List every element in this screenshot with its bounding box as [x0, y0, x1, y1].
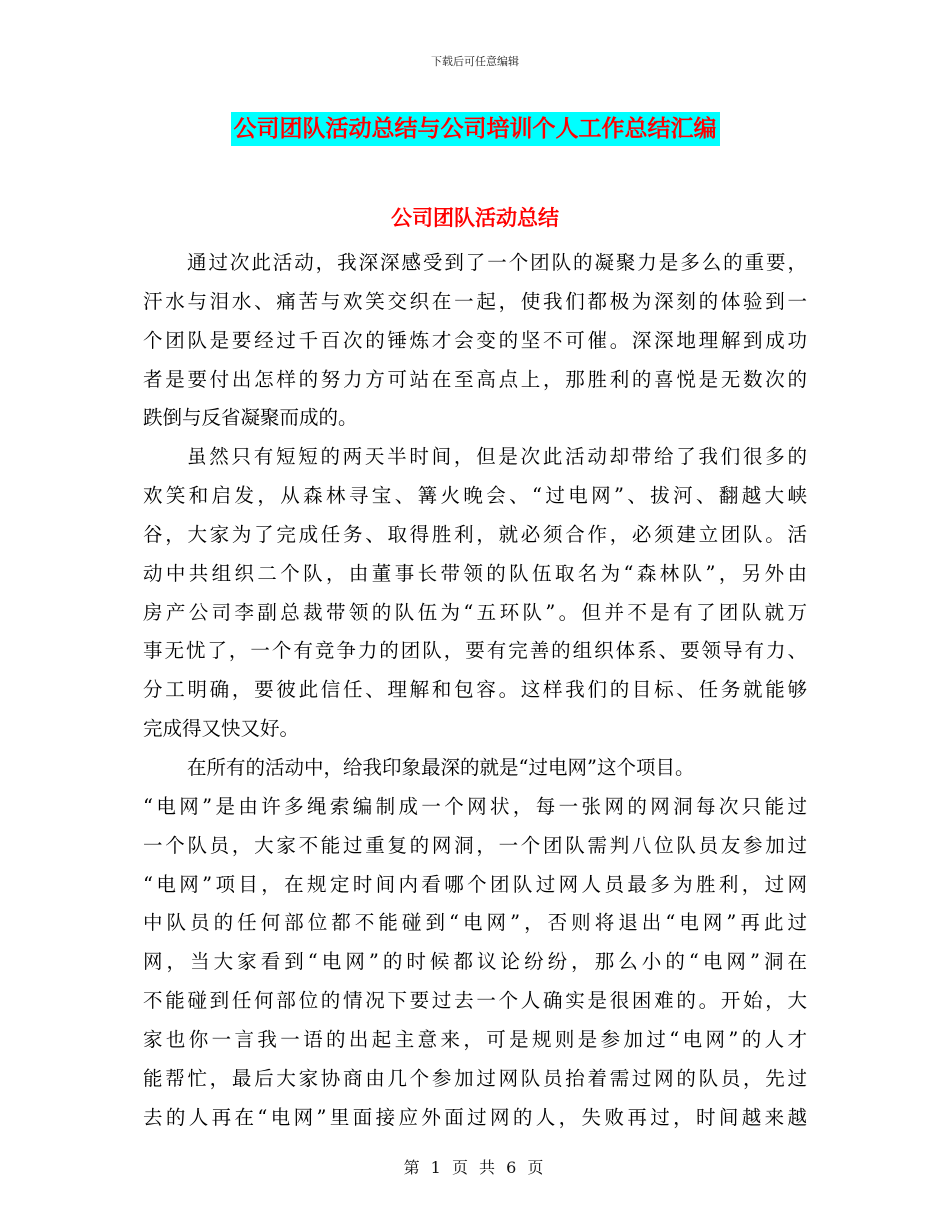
paragraph-line: 在所有的活动中，给我印象最深的就是“过电网”这个项目。 — [187, 755, 695, 779]
paragraph-line: 网，当大家看到“电网”的时候都议论纷纷，那么小的“电网”洞在 — [143, 950, 807, 974]
paragraph-line: 汗水与泪水、痛苦与欢笑交织在一起，使我们都极为深刻的体验到一 — [143, 289, 807, 313]
paragraph-line: 谷，大家为了完成任务、取得胜利，就必须合作，必须建立团队。活 — [143, 522, 807, 546]
paragraph-line: 虽然只有短短的两天半时间，但是次此活动却带给了我们很多的 — [187, 445, 807, 469]
document-title: 公司团队活动总结与公司培训个人工作总结汇编 — [231, 112, 720, 146]
paragraph-line: 个团队是要经过千百次的锤炼才会变的坚不可催。深深地理解到成功 — [143, 328, 807, 352]
paragraph-line: “电网”项目，在规定时间内看哪个团队过网人员最多为胜利，过网 — [143, 872, 807, 896]
document-body — [143, 244, 807, 1137]
paragraph-line: 房产公司李副总裁带领的队伍为“五环队”。但并不是有了团队就万 — [143, 600, 807, 624]
section-title: 公司团队活动总结 — [391, 206, 559, 230]
page-number-footer: 第 1 页 共 6 页 — [403, 1158, 547, 1177]
paragraph-line: 分工明确，要彼此信任、理解和包容。这样我们的目标、任务就能够 — [143, 678, 807, 702]
paragraph-line: 能帮忙，最后大家协商由几个参加过网队员抬着需过网的队员，先过 — [143, 1066, 807, 1090]
paragraph-line: 动中共组织二个队，由董事长带领的队伍取名为“森林队”，另外由 — [143, 561, 807, 585]
page-header-note: 下载后可任意编辑 — [431, 55, 519, 68]
paragraph-line: 者是要付出怎样的努力方可站在至高点上，那胜利的喜悦是无数次的 — [143, 367, 807, 391]
document-title-wrap — [0, 112, 950, 146]
paragraph-line: “电网”是由许多绳索编制成一个网状，每一张网的网洞每次只能过 — [143, 794, 807, 818]
paragraph-line: 跌倒与反省凝聚而成的。 — [143, 406, 358, 430]
paragraph-line: 通过次此活动，我深深感受到了一个团队的凝聚力是多么的重要， — [187, 251, 807, 274]
paragraph-line: 一个队员，大家不能过重复的网洞，一个团队需判八位队员友参加过 — [143, 833, 807, 857]
paragraph-line: 中队员的任何部位都不能碰到“电网”，否则将退出“电网”再此过 — [143, 911, 807, 935]
paragraph-line: 家也你一言我一语的出起主意来，可是规则是参加过“电网”的人才 — [143, 1027, 807, 1051]
paragraph-line: 去的人再在“电网”里面接应外面过网的人，失败再过，时间越来越 — [143, 1105, 807, 1129]
paragraph-line: 完成得又快又好。 — [143, 717, 300, 741]
paragraph-line: 事无忧了，一个有竞争力的团队，要有完善的组织体系、要领导有力、 — [143, 639, 807, 663]
paragraph-line: 欢笑和启发，从森林寻宝、篝火晚会、“过电网”、拔河、翻越大峡 — [143, 484, 807, 508]
paragraph-line: 不能碰到任何部位的情况下要过去一个人确实是很困难的。开始，大 — [143, 989, 807, 1013]
